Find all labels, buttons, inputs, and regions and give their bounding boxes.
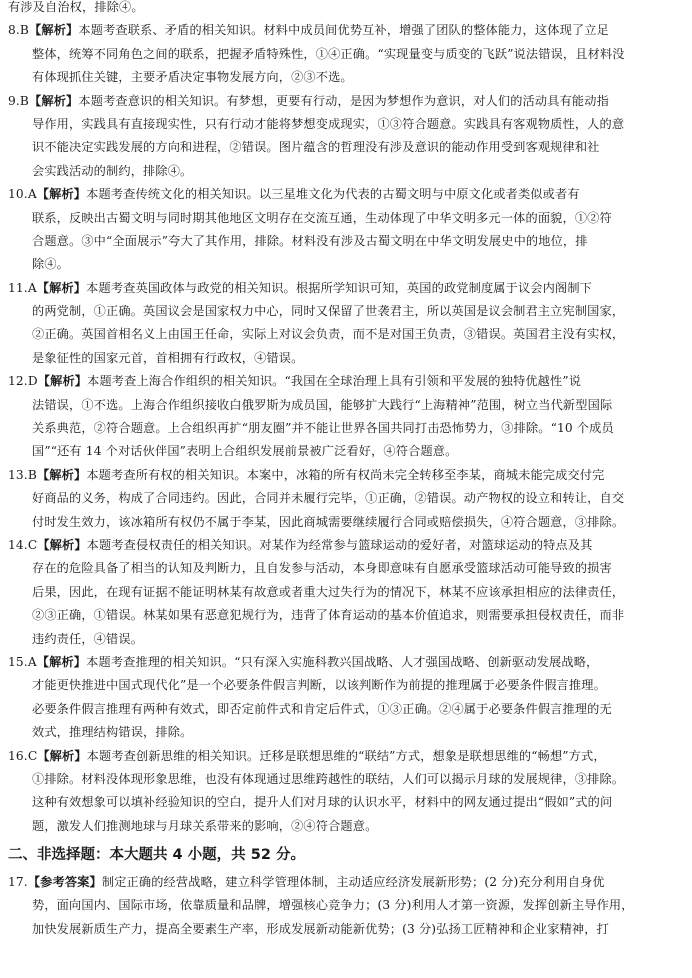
question-number: 17.	[8, 875, 28, 890]
question-number: 8.B	[8, 23, 30, 38]
answer-tag: 【解析】	[29, 23, 79, 38]
answer-text: 本题考查创新思维的相关知识。迁移是联想思维的“联结”方式，想象是联想思维的“畅想”方式，	[86, 748, 606, 763]
answer-line: 法错误，①不选。上海合作组织接收白俄罗斯为成员国，能够扩大践行“上海精神”范围，树立当代新型国际	[32, 397, 613, 412]
answer-line	[8, 19, 678, 42]
question-number: 14.C	[8, 537, 38, 552]
answer-line: 联系，反映出古蜀文明与同时期其他地区文明存在交流互通，生动体现了中华文明多元一体的面貌，①②符	[32, 210, 612, 225]
answer-text: 本题考查上海合作组织的相关知识。“我国在全球治理上具有引领和平发展的独特优越性”说	[87, 374, 582, 389]
answer-text: 制定正确的经营战略，建立科学管理体制，主动适应经济发展新形势；(2 分)充分利用自身优	[101, 875, 605, 890]
answer-line: 关系典范，②符合题意。上合组织再扩“朋友圈”并不能让世界各国共同打击恐怖势力，③排除。“10 个成员	[32, 421, 614, 436]
answer-item	[8, 19, 678, 89]
answer-text: 本题考查英国政体与政党的相关知识。根据所学知识可知，英国的政党制度属于议会内阁制下	[86, 280, 592, 295]
question-number: 15.A	[8, 654, 37, 669]
section-heading: 二、非选择题：本大题共 4 小题，共 52 分。	[8, 847, 305, 864]
answer-item	[8, 651, 678, 745]
answer-text: 本题考查侵权责任的相关知识。对某作为经常参与篮球运动的爱好者，对篮球运动的特点及其	[86, 537, 593, 552]
answer-item	[8, 464, 678, 534]
answer-line: 题，激发人们推测地球与月球关系带来的影响，②④符合题意。	[32, 818, 378, 833]
answer-tag: 【解析】	[36, 467, 87, 482]
answer-line: 导作用，实践具有直接现实性，只有行动才能将梦想变成现实，①③符合题意。实践具有客观物质性，人的意	[32, 116, 625, 131]
answer-line: 付时发生效力，该冰箱所有权仍不属于李某，因此商城需要继续履行合同或赔偿损失，④符合题意，③排除。	[32, 514, 625, 529]
answer-line: 识不能决定实践发展的方向和进程，②错误。图片蕴含的哲理没有涉及意识的能动作用受到客观规律和社	[32, 140, 600, 155]
answer-line	[8, 183, 678, 206]
answer-line: ②正确。英国首相名义上由国王任命，实际上对议会负责，而不是对国王负责，③错误。英国君主没有实权，	[32, 327, 625, 342]
answer-text: 本题考查所有权的相关知识。本案中，冰箱的所有权尚未完全转移至李某，商城未能完成交付完	[86, 467, 605, 482]
answer-tag: 【解析】	[37, 537, 87, 552]
answer-line: 加快发展新质生产力，提高全要素生产率，形成发展新动能新优势；(3 分)弘扬工匠精神和企业家精神，打	[32, 921, 609, 936]
answer-line: 必要条件假言推理有两种有效式，即否定前件式和肯定后件式，①③正确。②④属于必要条件假言推理的无	[32, 701, 612, 716]
answer-line: 的两党制，①正确。英国议会是国家权力中心，同时又保留了世袭君主，所以英国是议会制君主立宪制国家，	[32, 304, 625, 319]
answer-line: 整体，统筹不同角色之间的联系，把握矛盾特殊性，①④正确。“实现量变与质变的飞跃”说法错误，且材料没	[32, 46, 625, 61]
answer-line: 是象征性的国家元首，首相拥有行政权，④错误。	[32, 350, 304, 365]
answer-text: 本题考查联系、矛盾的相关知识。材料中成员间优势互补，增强了团队的整体能力，这体现了立足	[78, 23, 609, 38]
question-number: 11.A	[8, 280, 37, 295]
answer-tag: 【解析】	[36, 187, 87, 202]
answer-line	[8, 534, 678, 557]
answer-line	[8, 745, 678, 768]
answer-line	[8, 370, 678, 393]
answer-text: 本题考查意识的相关知识。有梦想，更要有行动，是因为梦想作为意识，对人们的活动具有能动指	[78, 93, 609, 108]
answer-line: 效式，推理结构错误，排除。	[32, 725, 193, 740]
answer-line: ①排除。材料没体现形象思维，也没有体现通过思维跨越性的联结，人们可以揭示月球的发展规律，③排除。	[32, 771, 625, 786]
answer-item-17	[8, 871, 678, 941]
answer-tag: 【解析】	[37, 374, 88, 389]
answer-line: 国”“还有 14 个对话伙伴国”表明上合组织发展前景被广泛看好，④符合题意。	[32, 444, 458, 459]
answer-line: 违约责任，④错误。	[32, 631, 144, 646]
answer-line: 势，面向国内、国际市场，依靠质量和品牌，增强核心竞争力；(3 分)利用人才第一资源，发挥创新主导作用，	[32, 898, 634, 913]
question-number: 13.B	[8, 467, 37, 482]
answer-line	[8, 464, 678, 487]
answer-item	[8, 370, 678, 464]
answer-tag: 【参考答案】	[27, 875, 102, 890]
answer-line	[8, 871, 678, 894]
answer-item	[8, 534, 678, 651]
answer-line: 才能更快推进中国式现代化”是一个必要条件假言判断，以该判断作为前提的推理属于必要条件假言推理。	[32, 678, 606, 693]
top-fragment-line: 有涉及自治权，排除④。	[8, 0, 144, 14]
question-number: 12.D	[8, 374, 38, 389]
answer-line: 会实践活动的制约，排除④。	[32, 163, 193, 178]
answer-tag: 【解析】	[36, 280, 87, 295]
answer-item	[8, 183, 678, 277]
answer-tag: 【解析】	[37, 748, 87, 763]
answer-line: 存在的危险具备了相当的认知及判断力，且自发参与活动，本身即意味有自愿承受篮球活动可能导致的损害	[32, 561, 612, 576]
answer-line: 这种有效想象可以填补经验知识的空白，提升人们对月球的认识水平，材料中的网友通过提出“假如”式的问	[32, 795, 613, 810]
question-number: 9.B	[8, 93, 30, 108]
answer-item	[8, 90, 678, 184]
answer-tag: 【解析】	[29, 93, 79, 108]
answer-line	[8, 90, 678, 113]
answer-tag: 【解析】	[36, 654, 87, 669]
answer-list	[8, 19, 678, 838]
answer-line: 合题意。③中“全面展示”夸大了其作用，排除。材料没有涉及古蜀文明在中华文明发展史中的地位，排	[32, 233, 588, 248]
question-number: 16.C	[8, 748, 38, 763]
answer-text: 本题考查传统文化的相关知识。以三星堆文化为代表的古蜀文明与中原文化或者类似或者有	[86, 187, 580, 202]
answer-line: 后果，因此，在现有证据不能证明林某有故意或者重大过失行为的情况下，林某不应该承担相应的法律责任，	[32, 584, 625, 599]
answer-line: 除④。	[32, 257, 70, 272]
answer-text: 本题考查推理的相关知识。“只有深入实施科教兴国战略、人才强国战略、创新驱动发展战略，	[86, 654, 599, 669]
answer-line: 好商品的义务，构成了合同违约。因此，合同并未履行完毕，①正确，②错误。动产物权的设立和转让，自交	[32, 491, 625, 506]
answer-line: 有体现抓住关键，主要矛盾决定事物发展方向，②③不选。	[32, 70, 353, 85]
answer-line	[8, 277, 678, 300]
answer-item	[8, 277, 678, 371]
answer-line: ②③正确，①错误。林某如果有恶意犯规行为，违背了体育运动的基本价值追求，则需要承担侵权责任，而非	[32, 608, 625, 623]
answer-line	[8, 651, 678, 674]
question-number: 10.A	[8, 187, 37, 202]
answer-item	[8, 745, 678, 839]
